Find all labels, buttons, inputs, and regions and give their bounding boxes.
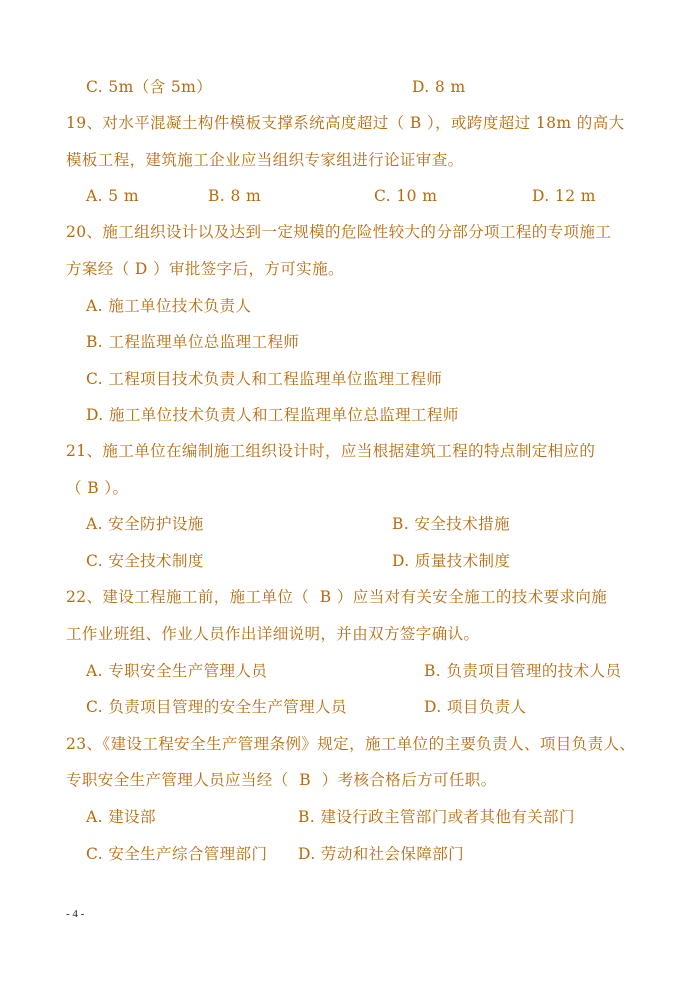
q22-option-c: C. 负责项目管理的安全生产管理人员 bbox=[86, 698, 347, 716]
q19-stem-line2: 模板工程，建筑施工企业应当组织专家组进行论证审查。 bbox=[66, 151, 464, 169]
q22-option-b: B. 负责项目管理的技术人员 bbox=[424, 662, 622, 680]
q19-option-a: A. 5 m bbox=[86, 187, 139, 205]
page-number: - 4 - bbox=[66, 908, 85, 920]
q20-stem-line2: 方案经（ D ）审批签字后，方可实施。 bbox=[66, 260, 344, 278]
q21-option-d: D. 质量技术制度 bbox=[392, 552, 511, 570]
q22-stem-line1: 22、建设工程施工前，施工单位（ B ）应当对有关安全施工的技术要求向施 bbox=[66, 588, 608, 606]
q19-stem-line1: 19、对水平混凝土构件模板支撑系统高度超过（ B ），或跨度超过 18m 的高大 bbox=[66, 114, 625, 132]
q19-option-b: B. 8 m bbox=[208, 187, 262, 205]
q19-option-c: C. 10 m bbox=[374, 187, 438, 205]
q23-option-a: A. 建设部 bbox=[86, 808, 156, 826]
q20-option-c: C. 工程项目技术负责人和工程监理单位监理工程师 bbox=[86, 370, 443, 388]
q22-stem-line2: 工作业班组、作业人员作出详细说明，并由双方签字确认。 bbox=[66, 625, 480, 643]
q23-option-b: B. 建设行政主管部门或者其他有关部门 bbox=[298, 808, 575, 826]
q21-stem-line2: （ B ）。 bbox=[66, 479, 129, 497]
q21-stem-line1: 21、施工单位在编制施工组织设计时，应当根据建筑工程的特点制定相应的 bbox=[66, 442, 596, 460]
q23-stem-line1: 23、《建设工程安全生产管理条例》规定，施工单位的主要负责人、项目负责人、 bbox=[66, 735, 636, 753]
q18-option-c: C. 5m（含 5m） bbox=[86, 78, 213, 96]
q20-stem-line1: 20、施工组织设计以及达到一定规模的危险性较大的分部分项工程的专项施工 bbox=[66, 223, 612, 241]
q19-option-d: D. 12 m bbox=[532, 187, 596, 205]
q22-option-d: D. 项目负责人 bbox=[424, 698, 527, 716]
q21-option-b: B. 安全技术措施 bbox=[392, 515, 510, 533]
q18-option-d: D. 8 m bbox=[412, 78, 466, 96]
q23-stem-line2: 专职安全生产管理人员应当经（ B ）考核合格后方可任职。 bbox=[66, 771, 497, 789]
q23-option-c: C. 安全生产综合管理部门 bbox=[86, 845, 268, 863]
q22-option-a: A. 专职安全生产管理人员 bbox=[86, 662, 268, 680]
q23-option-d: D. 劳动和社会保障部门 bbox=[298, 845, 465, 863]
q21-option-c: C. 安全技术制度 bbox=[86, 552, 204, 570]
q20-option-d: D. 施工单位技术负责人和工程监理单位总监理工程师 bbox=[86, 406, 459, 424]
q21-option-a: A. 安全防护设施 bbox=[86, 515, 204, 533]
q20-option-b: B. 工程监理单位总监理工程师 bbox=[86, 333, 300, 351]
q20-option-a: A. 施工单位技术负责人 bbox=[86, 297, 252, 315]
